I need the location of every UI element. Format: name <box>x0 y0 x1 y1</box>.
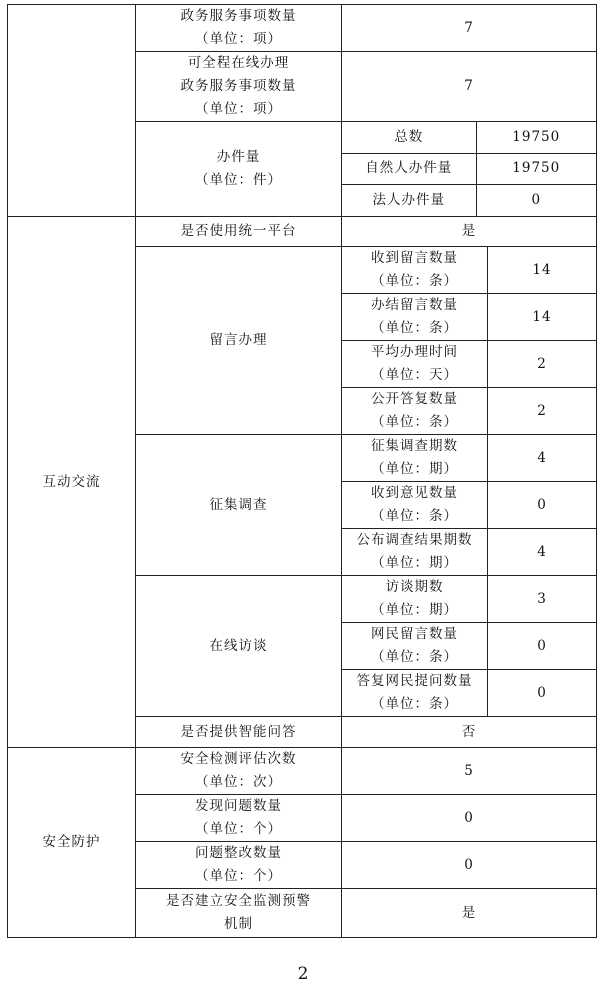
statistics-table <box>7 4 597 938</box>
security-issues-fixed-value: 0 <box>342 842 597 889</box>
security-section-label: 安全防护 <box>8 748 136 938</box>
volume-label: 办件量 （单位：件） <box>136 122 342 217</box>
interview-label: 在线访谈 <box>136 576 342 717</box>
volume-subtable <box>342 122 596 216</box>
survey-label: 征集调查 <box>136 435 342 576</box>
page-number: 2 <box>297 964 309 984</box>
volume-total-label: 总数 <box>342 122 476 153</box>
messages-received-value: 14 <box>488 247 597 294</box>
messages-concluded-label: 办结留言数量 （单位：条） <box>342 294 488 341</box>
security-monitoring-value: 是 <box>342 889 597 938</box>
survey-results-label: 公布调查结果期数 （单位：期） <box>342 529 488 576</box>
interview-periods-value: 3 <box>488 576 597 623</box>
smart-qa-value: 否 <box>342 717 597 748</box>
survey-opinions-value: 0 <box>488 482 597 529</box>
messages-public-replies-label: 公开答复数量 （单位：条） <box>342 388 488 435</box>
table-row <box>8 5 597 52</box>
survey-results-value: 4 <box>488 529 597 576</box>
interview-netizen-label: 网民留言数量 （单位：条） <box>342 623 488 670</box>
messages-public-replies-value: 2 <box>488 388 597 435</box>
interview-netizen-value: 0 <box>488 623 597 670</box>
messages-concluded-value: 14 <box>488 294 597 341</box>
messages-avg-time-value: 2 <box>488 341 597 388</box>
section-cell-continued <box>8 5 136 217</box>
interaction-section-label: 互动交流 <box>8 217 136 748</box>
gov-items-label: 政务服务事项数量 （单位：项） <box>136 5 342 52</box>
security-issues-found-value: 0 <box>342 795 597 842</box>
volume-subtable-cell <box>342 122 597 217</box>
security-evaluations-label: 安全检测评估次数 （单位：次） <box>136 748 342 795</box>
online-items-label: 可全程在线办理 政务服务事项数量 （单位：项） <box>136 52 342 122</box>
messages-avg-time-label: 平均办理时间 （单位：天） <box>342 341 488 388</box>
interview-periods-label: 访谈期数 （单位：期） <box>342 576 488 623</box>
volume-legal-label: 法人办件量 <box>342 184 476 216</box>
security-issues-fixed-label: 问题整改数量 （单位：个） <box>136 842 342 889</box>
volume-legal-value: 0 <box>476 184 596 216</box>
survey-periods-value: 4 <box>488 435 597 482</box>
volume-natural-value: 19750 <box>476 153 596 184</box>
security-evaluations-value: 5 <box>342 748 597 795</box>
table-row <box>8 748 597 795</box>
unified-platform-value: 是 <box>342 217 597 247</box>
survey-periods-label: 征集调查期数 （单位：期） <box>342 435 488 482</box>
survey-opinions-label: 收到意见数量 （单位：条） <box>342 482 488 529</box>
smart-qa-label: 是否提供智能问答 <box>136 717 342 748</box>
security-issues-found-label: 发现问题数量 （单位：个） <box>136 795 342 842</box>
online-items-value: 7 <box>342 52 597 122</box>
volume-total-value: 19750 <box>476 122 596 153</box>
volume-natural-label: 自然人办件量 <box>342 153 476 184</box>
gov-items-value: 7 <box>342 5 597 52</box>
messages-label: 留言办理 <box>136 247 342 435</box>
table-row <box>8 217 597 247</box>
security-monitoring-label: 是否建立安全监测预警 机制 <box>136 889 342 938</box>
interview-replies-value: 0 <box>488 670 597 717</box>
messages-received-label: 收到留言数量 （单位：条） <box>342 247 488 294</box>
interview-replies-label: 答复网民提问数量 （单位：条） <box>342 670 488 717</box>
unified-platform-label: 是否使用统一平台 <box>136 217 342 247</box>
